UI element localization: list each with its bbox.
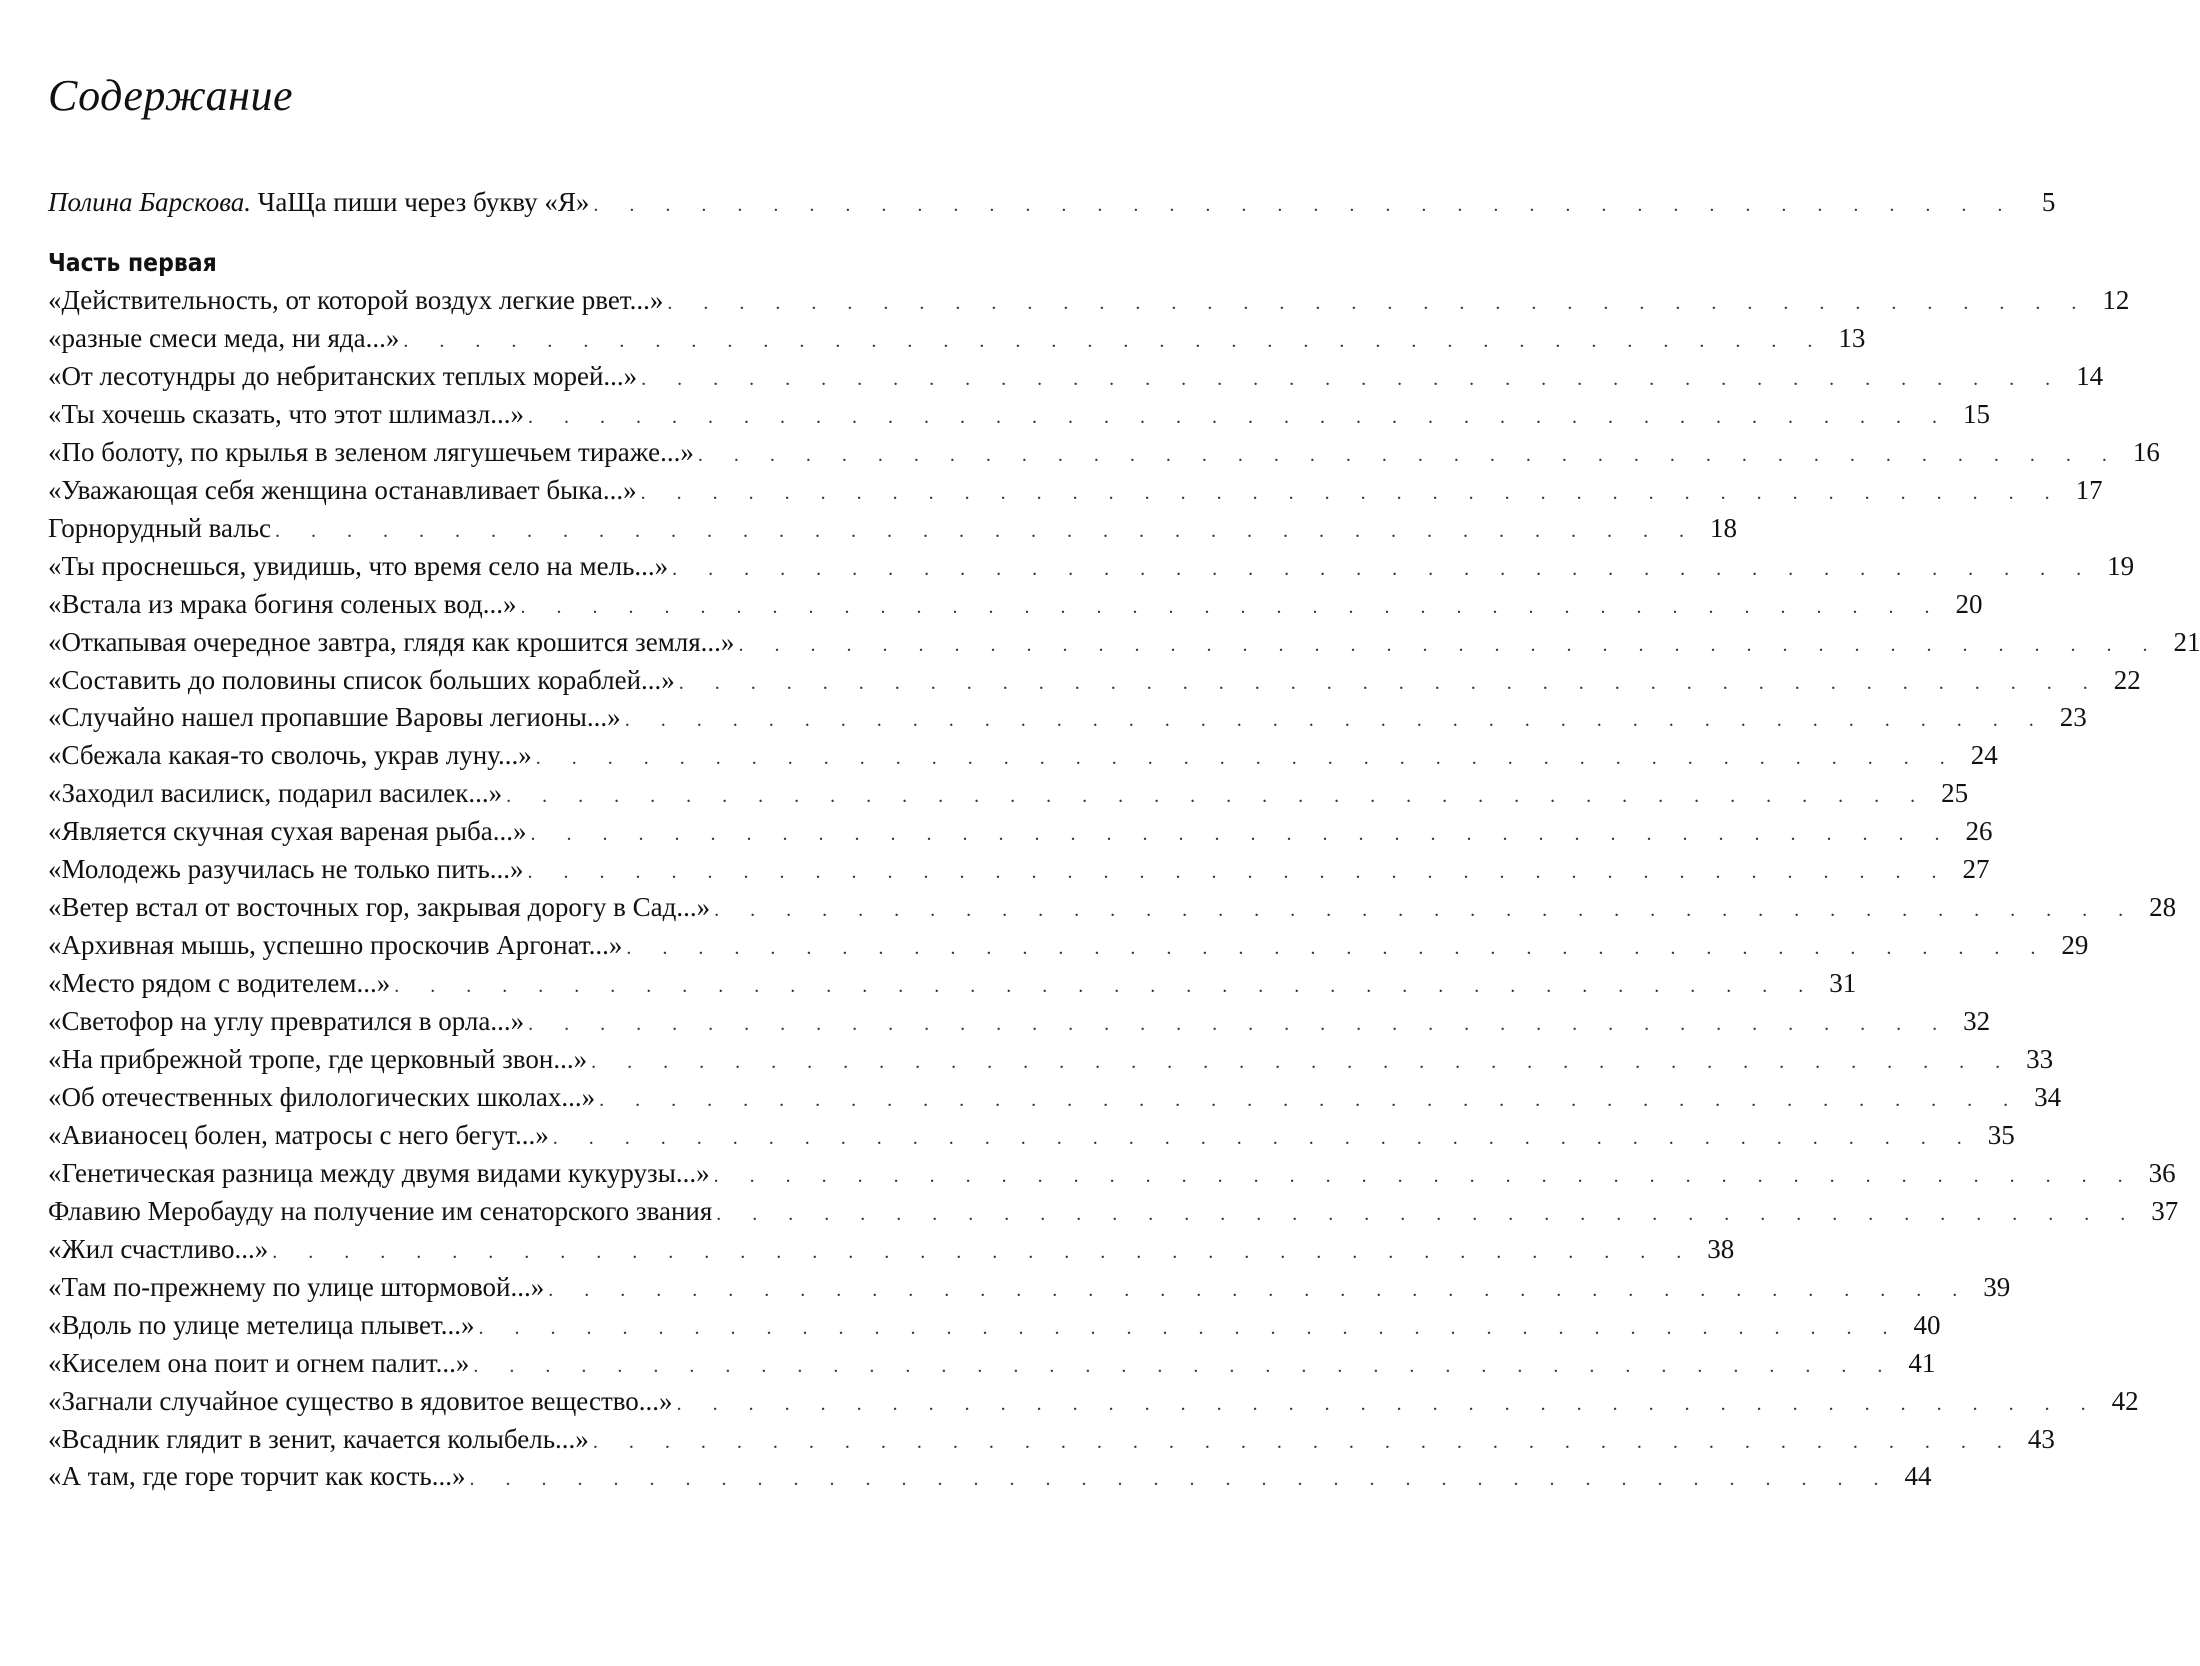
- dot-leader: . . . . . . . . . . . . . . . . . . . . . . . . . . . . . . . . . . . . . . . .: [527, 861, 1950, 884]
- toc-page-number: 42: [2111, 1385, 2139, 1416]
- dot-leader: . . . . . . . . . . . . . . . . . . . . . . . . . . . . . . . . . . . . . . . .: [593, 194, 2016, 216]
- toc-entry-title: «Загнали случайное существо в ядовитое вещество...»: [48, 1385, 673, 1416]
- toc-entry[interactable]: [48, 811, 1993, 851]
- dot-leader: . . . . . . . . . . . . . . . . . . . . . . . . . . . . . . . . . . . . . . . .: [275, 519, 1698, 542]
- section-heading: Часть первая: [48, 248, 217, 277]
- toc-entry-title: «Жил счастливо...»: [48, 1233, 269, 1264]
- toc-entry[interactable]: [48, 546, 2135, 586]
- toc-entry-title: «Об отечественных филологических школах...»: [48, 1081, 596, 1112]
- toc-entry[interactable]: [48, 697, 2087, 737]
- toc-page-number: 13: [1838, 322, 1866, 353]
- toc-entry-author: Полина Барскова.: [48, 187, 252, 217]
- toc-page-number: 20: [1955, 588, 1983, 619]
- toc-page-number: 43: [2027, 1423, 2055, 1454]
- dot-leader: . . . . . . . . . . . . . . . . . . . . . . . . . . . . . . . . . . . . . . . .: [548, 1278, 1971, 1301]
- dot-leader: . . . . . . . . . . . . . . . . . . . . . . . . . . . . . . . . . . . . . . . .: [672, 557, 2095, 580]
- toc-entry[interactable]: [48, 773, 1969, 813]
- toc-entry[interactable]: [48, 470, 2103, 510]
- toc-entry[interactable]: [48, 356, 2104, 396]
- toc-page-number: 14: [2076, 360, 2104, 391]
- toc-entry[interactable]: [48, 1229, 1735, 1269]
- toc-entry-title: «Уважающая себя женщина останавливает быка...»: [48, 474, 637, 505]
- toc-entry[interactable]: [48, 1115, 2015, 1155]
- page-title: Содержание: [48, 71, 294, 120]
- dot-leader: . . . . . . . . . . . . . . . . . . . . . . . . . . . . . . . . . . . . . . . .: [624, 709, 2047, 732]
- toc-entry-title: «разные смеси меда, ни яда...»: [48, 322, 400, 353]
- toc-entry[interactable]: [48, 1456, 1932, 1496]
- toc-entry-title: «Генетическая разница между двумя видами кукурузы...»: [48, 1157, 710, 1188]
- toc-page-number: 37: [2151, 1195, 2179, 1226]
- toc-entry-title: Горнорудный вальс: [48, 512, 272, 543]
- dot-leader: . . . . . . . . . . . . . . . . . . . . . . . . . . . . . . . . . . . . . . . .: [716, 1202, 2139, 1225]
- toc-page-number: 5: [2041, 187, 2056, 217]
- dot-leader: . . . . . . . . . . . . . . . . . . . . . . . . . . . . . . . . . . . . . . . .: [641, 367, 2064, 390]
- toc-entry-title: «Авианосец болен, матросы с него бегут...»: [48, 1119, 549, 1150]
- toc-entry-title: «От лесотундры до небританских теплых морей...»: [48, 360, 638, 391]
- toc-entry-title: «Вдоль по улице метелица плывет...»: [48, 1309, 475, 1340]
- toc-entry[interactable]: [48, 280, 2130, 320]
- toc-entry-title: «Заходил василиск, подарил василек...»: [48, 778, 503, 809]
- toc-entry-title: «Всадник глядит в зенит, качается колыбель...»: [48, 1423, 589, 1454]
- toc-entry[interactable]: [48, 735, 1998, 775]
- toc-page-number: 26: [1965, 816, 1993, 847]
- dot-leader: . . . . . . . . . . . . . . . . . . . . . . . . . . . . . . . . . . . . . . . .: [506, 785, 1929, 808]
- toc-page-number: 24: [1970, 740, 1998, 771]
- toc-page-number: 31: [1829, 968, 1857, 999]
- dot-leader: . . . . . . . . . . . . . . . . . . . . . . . . . . . . . . . . . . . . . . . .: [697, 443, 2120, 466]
- dot-leader: . . . . . . . . . . . . . . . . . . . . . . . . . . . . . . . . . . . . . . . .: [478, 1316, 1901, 1339]
- toc-entry-title: «Встала из мрака богиня соленых вод...»: [48, 588, 517, 619]
- dot-leader: . . . . . . . . . . . . . . . . . . . . . . . . . . . . . . . . . . . . . . . .: [592, 1430, 2015, 1453]
- dot-leader: . . . . . . . . . . . . . . . . . . . . . . . . . . . . . . . . . . . . . . . .: [473, 1354, 1896, 1377]
- toc-entry-title: «Ветер встал от восточных гор, закрывая дорогу в Сад...»: [48, 892, 711, 923]
- toc-entry-title: «Место рядом с водителем...»: [48, 968, 391, 999]
- toc-page-number: 27: [1962, 854, 1990, 885]
- toc-entry[interactable]: [48, 1077, 2062, 1117]
- toc-entry-title: «Ты проснешься, увидишь, что время село на мель...»: [48, 550, 669, 581]
- dot-leader: . . . . . . . . . . . . . . . . . . . . . . . . . . . . . . . . . . . . . . . .: [626, 937, 2049, 960]
- toc-entry[interactable]: [48, 1419, 2055, 1459]
- toc-entry-title: «По болоту, по крылья в зеленом лягушечьем тираже...»: [48, 436, 694, 467]
- toc-page-number: 29: [2061, 930, 2089, 961]
- dot-leader: . . . . . . . . . . . . . . . . . . . . . . . . . . . . . . . . . . . . . . . .: [520, 595, 1943, 618]
- dot-leader: . . . . . . . . . . . . . . . . . . . . . . . . . . . . . . . . . . . . . . . .: [535, 747, 1958, 770]
- toc-page-number: 40: [1913, 1309, 1941, 1340]
- toc-entry[interactable]: [48, 432, 2160, 472]
- dot-leader: . . . . . . . . . . . . . . . . . . . . . . . . . . . . . . . . . . . . . . . .: [403, 329, 1826, 352]
- dot-leader: . . . . . . . . . . . . . . . . . . . . . . . . . . . . . . . . . . . . . . . .: [272, 1240, 1695, 1263]
- dot-leader: . . . . . . . . . . . . . . . . . . . . . . . . . . . . . . . . . . . . . . . .: [676, 1392, 2099, 1415]
- toc-entry[interactable]: [48, 622, 2200, 662]
- toc-entry[interactable]: [48, 925, 2089, 965]
- toc-page-number: 32: [1963, 1006, 1991, 1037]
- toc-page-number: 19: [2107, 550, 2135, 581]
- toc-page-number: 25: [1941, 778, 1969, 809]
- toc-page-number: 18: [1710, 512, 1738, 543]
- toc-entry[interactable]: [48, 1001, 1991, 1041]
- toc-entry-title: «Сбежала какая-то сволочь, украв луну...»: [48, 740, 532, 771]
- toc-entry[interactable]: [48, 1381, 2139, 1421]
- dot-leader: . . . . . . . . . . . . . . . . . . . . . . . . . . . . . . . . . . . . . . . .: [678, 671, 2101, 694]
- toc-entry[interactable]: [48, 1343, 1936, 1383]
- dot-leader: . . . . . . . . . . . . . . . . . . . . . . . . . . . . . . . . . . . . . . . .: [713, 1164, 2136, 1187]
- toc-page-number: 15: [1962, 398, 1990, 429]
- toc-page-number: 36: [2148, 1157, 2176, 1188]
- toc-entry-title: «Светофор на углу превратился в орла...»: [48, 1006, 525, 1037]
- toc-entry[interactable]: [48, 1267, 2011, 1307]
- toc-entry-title: «Киселем она поит и огнем палит...»: [48, 1347, 470, 1378]
- toc-entry-title: «Откапывая очередное завтра, глядя как крошится земля...»: [48, 626, 735, 657]
- dot-leader: . . . . . . . . . . . . . . . . . . . . . . . . . . . . . . . . . . . . . . . .: [599, 1088, 2022, 1111]
- toc-entry-title: Флавию Меробауду на получение им сенаторского звания: [48, 1195, 713, 1226]
- toc-entry[interactable]: [48, 508, 1738, 548]
- toc-entry-title: «А там, где горе торчит как кость...»: [48, 1461, 466, 1492]
- dot-leader: . . . . . . . . . . . . . . . . . . . . . . . . . . . . . . . . . . . . . . . .: [530, 823, 1953, 846]
- toc-entry-title: «Является скучная сухая вареная рыба...»: [48, 816, 527, 847]
- dot-leader: . . . . . . . . . . . . . . . . . . . . . . . . . . . . . . . . . . . . . . . .: [738, 633, 2161, 656]
- dot-leader: . . . . . . . . . . . . . . . . . . . . . . . . . . . . . . . . . . . . . . . .: [714, 899, 2137, 922]
- toc-entry[interactable]: [48, 584, 1983, 624]
- toc-page-number: 16: [2132, 436, 2160, 467]
- toc-entry[interactable]: [48, 660, 2141, 700]
- toc-page-number: 34: [2034, 1081, 2062, 1112]
- toc-entry[interactable]: [48, 887, 2177, 927]
- toc-page-number: 17: [2075, 474, 2103, 505]
- toc-entry-title: «Ты хочешь сказать, что этот шлимазл...»: [48, 398, 524, 429]
- toc-entry-title: ЧаЩа пиши через букву «Я»: [257, 187, 590, 217]
- toc-entry-text: [48, 182, 589, 222]
- toc-entry[interactable]: [48, 318, 1866, 358]
- dot-leader: . . . . . . . . . . . . . . . . . . . . . . . . . . . . . . . . . . . . . . . .: [591, 1051, 2014, 1073]
- toc-page-number: 41: [1908, 1347, 1936, 1378]
- dot-leader: . . . . . . . . . . . . . . . . . . . . . . . . . . . . . . . . . . . . . . . .: [528, 1013, 1951, 1036]
- toc-page-number: 12: [2102, 285, 2130, 315]
- toc-page-number: 23: [2059, 702, 2087, 733]
- dot-leader: . . . . . . . . . . . . . . . . . . . . . . . . . . . . . . . . . . . . . . . .: [667, 292, 2090, 314]
- toc-entry-title: «Случайно нашел пропавшие Варовы легионы...»: [48, 702, 621, 733]
- toc-entry-title: «Там по-прежнему по улице штормовой...»: [48, 1271, 545, 1302]
- dot-leader: . . . . . . . . . . . . . . . . . . . . . . . . . . . . . . . . . . . . . . . .: [552, 1126, 1975, 1149]
- toc-page-number: 22: [2113, 664, 2141, 695]
- toc-page-number: 28: [2149, 892, 2177, 923]
- toc-entry-title: «Молодежь разучилась не только пить...»: [48, 854, 524, 885]
- dot-leader: . . . . . . . . . . . . . . . . . . . . . . . . . . . . . . . . . . . . . . . .: [394, 975, 1817, 998]
- toc-entry-preface[interactable]: [48, 182, 2056, 222]
- toc-entry-title: «На прибрежной тропе, где церковный звон...»: [48, 1044, 588, 1074]
- toc-page-number: 35: [1987, 1119, 2015, 1150]
- toc-page-number: 21: [2173, 626, 2200, 657]
- toc-entry[interactable]: [48, 1153, 2176, 1193]
- toc-entry[interactable]: [48, 394, 1990, 434]
- toc-page-number: 33: [2026, 1044, 2054, 1074]
- toc-page-number: 38: [1707, 1233, 1735, 1264]
- toc-entry[interactable]: [48, 963, 1857, 1003]
- toc-entry[interactable]: [48, 1305, 1941, 1345]
- toc-page-number: 39: [1983, 1271, 2011, 1302]
- toc-entry-title: «Архивная мышь, успешно проскочив Аргонат...»: [48, 930, 623, 961]
- toc-entry-title: «Действительность, от которой воздух легкие рвет...»: [48, 285, 664, 315]
- toc-entry[interactable]: [48, 1191, 2179, 1231]
- toc-entry[interactable]: [48, 1039, 2054, 1079]
- dot-leader: . . . . . . . . . . . . . . . . . . . . . . . . . . . . . . . . . . . . . . . .: [469, 1468, 1892, 1491]
- dot-leader: . . . . . . . . . . . . . . . . . . . . . . . . . . . . . . . . . . . . . . . .: [527, 405, 1950, 428]
- toc-entry-title: «Составить до половины список больших кораблей...»: [48, 664, 675, 695]
- dot-leader: . . . . . . . . . . . . . . . . . . . . . . . . . . . . . . . . . . . . . . . .: [640, 481, 2063, 504]
- toc-page-number: 44: [1904, 1461, 1932, 1492]
- toc-entry[interactable]: [48, 849, 1990, 889]
